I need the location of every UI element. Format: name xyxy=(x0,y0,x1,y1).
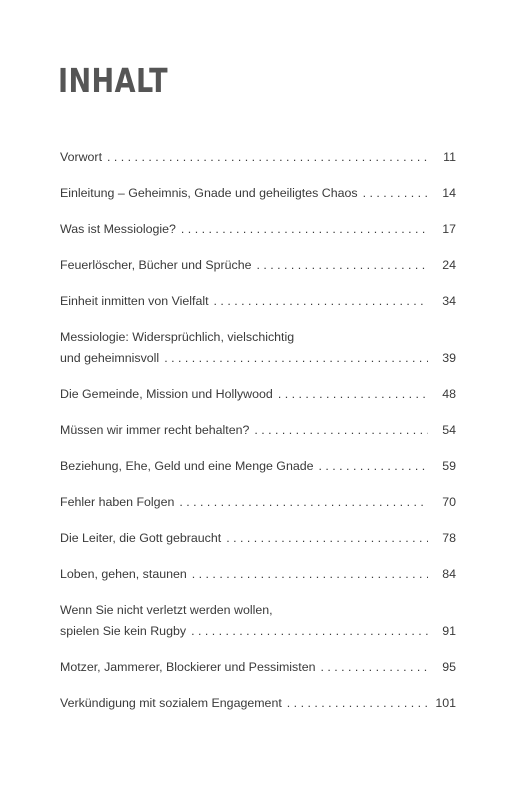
toc-entry-title: Beziehung, Ehe, Geld und eine Menge Gnade xyxy=(60,459,314,473)
toc-entry-page-number: 84 xyxy=(442,567,456,581)
toc-entry[interactable] xyxy=(60,384,456,405)
toc-entry-page-number: 78 xyxy=(442,531,456,545)
toc-entry[interactable] xyxy=(60,327,456,369)
dot-leader xyxy=(254,420,428,441)
dot-leader xyxy=(363,183,428,204)
toc-entry[interactable] xyxy=(60,147,456,168)
dot-leader xyxy=(320,657,428,678)
dot-leader xyxy=(278,384,428,405)
dot-leader xyxy=(181,219,428,240)
toc-entry[interactable] xyxy=(60,456,456,477)
toc-entry[interactable] xyxy=(60,219,456,240)
toc-entry-page-number: 70 xyxy=(442,495,456,509)
dot-leader xyxy=(192,564,428,585)
dot-leader xyxy=(214,291,428,312)
toc-entry-title: Vorwort xyxy=(60,150,103,164)
toc-entry-page-number: 91 xyxy=(442,624,456,638)
toc-entry-page-number: 14 xyxy=(442,186,456,200)
toc-entry-title: Fehler haben Folgen xyxy=(60,495,175,509)
toc-entry-page-number: 59 xyxy=(442,459,456,473)
toc-entry-title: Die Gemeinde, Mission und Hollywood xyxy=(60,387,273,401)
toc-entry-page-number: 54 xyxy=(442,423,456,437)
toc-entry-title-line: Wenn Sie nicht verletzt werden wollen, xyxy=(60,603,273,617)
toc-entry-title: spielen Sie kein Rugby xyxy=(60,624,187,638)
toc-entry[interactable] xyxy=(60,420,456,441)
toc-entry[interactable] xyxy=(60,657,456,678)
toc-entry-title: Verkündigung mit sozialem Engagement xyxy=(60,696,282,710)
toc-entry-page-number: 24 xyxy=(442,258,456,272)
toc-entry-title: Die Leiter, die Gott gebraucht xyxy=(60,531,222,545)
toc-entry-title-line: Messiologie: Widersprüchlich, vielschichtig xyxy=(60,330,295,344)
toc-entry-page-number: 95 xyxy=(442,660,456,674)
toc-entry[interactable] xyxy=(60,492,456,513)
dot-leader xyxy=(319,456,428,477)
dot-leader xyxy=(226,528,428,549)
toc-entry-page-number: 39 xyxy=(442,351,456,365)
toc-entry-title: Loben, gehen, staunen xyxy=(60,567,187,581)
dot-leader xyxy=(179,492,428,513)
page-title: INHALT xyxy=(58,61,168,100)
toc-entry-page-number: 101 xyxy=(435,696,456,710)
dot-leader xyxy=(256,255,428,276)
toc-entry-title: und geheimnisvoll xyxy=(60,351,160,365)
toc-entry[interactable] xyxy=(60,600,456,642)
dot-leader xyxy=(191,621,428,642)
toc-entry[interactable] xyxy=(60,693,456,714)
toc-entry-title: Was ist Messiologie? xyxy=(60,222,176,236)
toc-entry-title: Motzer, Jammerer, Blockierer und Pessimisten xyxy=(60,660,316,674)
toc-entry[interactable] xyxy=(60,528,456,549)
toc-entry[interactable] xyxy=(60,183,456,204)
toc-entry-page-number: 34 xyxy=(442,294,456,308)
toc-entry-page-number: 17 xyxy=(442,222,456,236)
toc-entry-page-number: 48 xyxy=(442,387,456,401)
dot-leader xyxy=(287,693,428,714)
toc-entry[interactable] xyxy=(60,291,456,312)
table-of-contents xyxy=(60,147,456,729)
toc-entry[interactable] xyxy=(60,255,456,276)
toc-entry-title: Einheit inmitten von Vielfalt xyxy=(60,294,209,308)
toc-entry-page-number: 11 xyxy=(443,150,456,164)
toc-entry-title: Einleitung – Geheimnis, Gnade und geheiligtes Chaos xyxy=(60,186,358,200)
toc-entry[interactable] xyxy=(60,564,456,585)
dot-leader xyxy=(107,147,428,168)
toc-entry-title: Feuerlöscher, Bücher und Sprüche xyxy=(60,258,252,272)
toc-entry-title: Müssen wir immer recht behalten? xyxy=(60,423,250,437)
dot-leader xyxy=(164,348,428,369)
